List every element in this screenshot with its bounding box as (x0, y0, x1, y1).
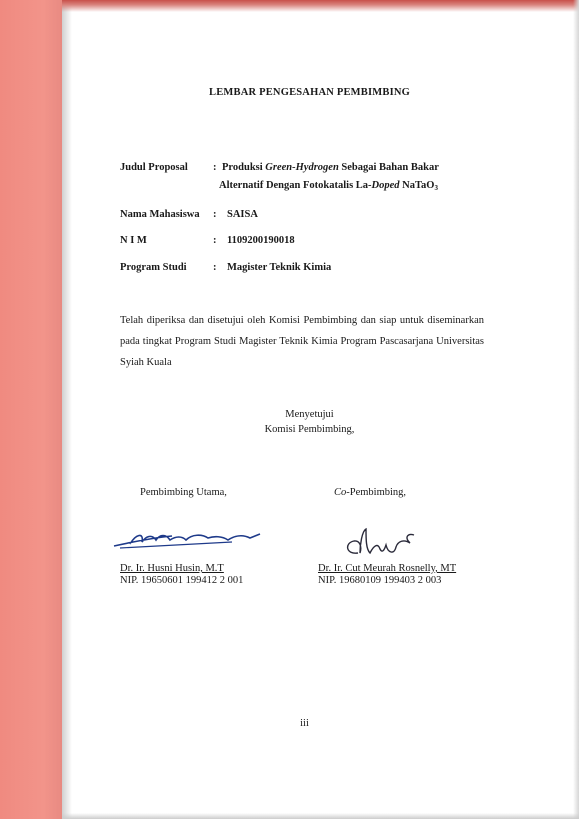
co-supervisor-nip: NIP. 19680109 199403 2 003 (318, 575, 442, 586)
value-nim: 1109200190018 (227, 235, 295, 246)
colon-prodi: : (213, 262, 217, 273)
main-signature-mark (112, 528, 262, 552)
co-signature-mark (338, 525, 428, 565)
co-role-rest: -Pembimbing, (346, 487, 407, 498)
page-number: iii (300, 718, 309, 729)
judul-italic: Green-Hydrogen (265, 162, 339, 173)
colon-judul: : (213, 162, 217, 173)
scan-bottom-shadow (62, 813, 579, 819)
judul-part: NaTaO (399, 180, 435, 191)
colon-nim: : (213, 235, 217, 246)
judul-part: Produksi (222, 162, 266, 173)
scan-top-strip (62, 0, 579, 12)
colon-nama: : (213, 209, 217, 220)
judul-part: Alternatif Dengan Fotokatalis La- (219, 180, 372, 191)
label-judul: Judul Proposal (120, 162, 188, 173)
co-supervisor-name: Dr. Ir. Cut Meurah Rosnelly, MT (318, 563, 457, 574)
page-title: LEMBAR PENGESAHAN PEMBIMBING (208, 87, 411, 98)
label-nama: Nama Mahasiswa (120, 209, 200, 220)
value-judul-line1 (222, 162, 439, 173)
judul-part: Sebagai Bahan Bakar (338, 162, 439, 173)
label-nim: N I M (120, 235, 147, 246)
co-role-italic: Co (334, 487, 347, 498)
co-supervisor-role (334, 487, 406, 498)
main-supervisor-role: Pembimbing Utama, (140, 487, 227, 498)
approval-line1: Menyetujui (285, 409, 334, 420)
approval-line2: Komisi Pembimbing, (264, 424, 355, 435)
value-prodi: Magister Teknik Kimia (227, 262, 332, 273)
label-prodi: Program Studi (120, 262, 187, 273)
main-supervisor-nip: NIP. 19650601 199412 2 001 (120, 575, 244, 586)
judul-italic: Doped (371, 180, 400, 191)
approval-paragraph: Telah diperiksa dan disetujui oleh Komisi Pembimbing dan siap untuk diseminarkan pada tingkat Program Studi Magister Teknik Kimia Program Pascasarjana Universitas Syiah Kuala (120, 315, 484, 368)
judul-subscript: 3 (434, 184, 438, 192)
main-supervisor-name: Dr. Ir. Husni Husin, M.T (120, 563, 224, 574)
value-nama: SAISA (227, 209, 258, 220)
value-judul-line2 (219, 180, 438, 192)
